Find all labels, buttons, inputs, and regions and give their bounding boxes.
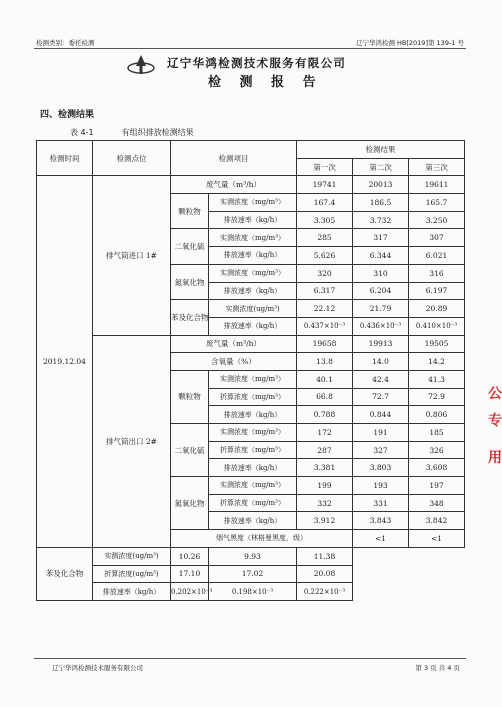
pollutant-label: 苯及化合物 [37,547,93,600]
table-cell: 6.344 [353,247,409,265]
table-cell: 172 [297,424,353,442]
table-cell: 14.0 [353,353,409,371]
table-cell: 191 [353,424,409,442]
table-cell: 11.38 [297,547,353,565]
table-caption-text: 有组织排放检测结果 [121,128,194,137]
table-cell: 6.021 [409,247,465,265]
table-cell: 3.803 [353,459,409,477]
item-label: 排放速率（kg/h） [209,459,297,477]
table-number: 表 4-1 [70,128,94,137]
table-cell: 287 [297,441,353,459]
table-cell: 186.5 [353,194,409,212]
test-date: 2019.12.04 [37,176,93,547]
item-label: 排放速率（kg/h） [209,211,297,229]
table-cell: 0.437×10⁻³ [297,317,353,335]
pollutant-label: 二氧化硫 [171,424,209,477]
item-label: 实测浓度（mg/m³） [209,229,297,247]
table-cell: 22.12 [297,300,353,318]
item-label: 排放速率（kg/h） [209,512,297,530]
table-cell: 19505 [409,335,465,353]
table-cell: 17.02 [209,565,297,583]
table-cell: 17.10 [171,565,209,583]
table-cell: 6.197 [409,282,465,300]
table-cell: 165.7 [409,194,465,212]
item-label: 废气量（m³/h） [171,335,297,353]
item-label: 实测浓度（mg/m³） [209,477,297,495]
header-point: 检测点位 [93,141,171,176]
table-cell: 19741 [297,176,353,194]
table-cell: 5.626 [297,247,353,265]
table-cell: 14.2 [409,353,465,371]
table-caption [70,127,194,138]
report-number: 辽宁华鸿检测 HB[2019]第 139-1 号 [355,39,464,47]
table-cell: 0.222×10⁻³ [297,583,353,601]
table-cell: 197 [409,477,465,495]
table-cell: 3.732 [353,211,409,229]
table-cell: 348 [409,494,465,512]
seal-stamp-char: 用 [488,450,502,466]
table-cell: 193 [353,477,409,495]
footer-divider [34,658,466,659]
seal-stamp-char: 公 [488,386,502,402]
item-label: 实测浓度(ug/m³) [209,300,297,318]
report-title: 检 测 报 告 [208,75,323,90]
pollutant-label: 二氧化硫 [171,229,209,264]
table-cell: 19913 [353,335,409,353]
table-cell: 3.305 [297,211,353,229]
table-cell: 317 [353,229,409,247]
report-category: 检测类别：委托检测 [36,39,95,47]
header-run-3: 第三次 [409,158,465,176]
item-label: 折算浓度（mg/m³） [209,388,297,406]
pollutant-label: 苯及化合物 [171,300,209,335]
header-run-2: 第二次 [353,158,409,176]
point-outlet-2: 排气筒出口 2# [93,335,171,547]
table-cell: 316 [409,264,465,282]
footer-company: 辽宁华鸿检测技术服务有限公司 [52,664,143,672]
pollutant-label: 颗粒物 [171,194,209,229]
item-label: 排放速率（kg/h） [209,406,297,424]
item-label: 实测浓度（mg/m³） [209,370,297,388]
table-cell: 19611 [409,176,465,194]
table-cell: 20013 [353,176,409,194]
table-cell: 320 [297,264,353,282]
table-cell: 6.204 [353,282,409,300]
table-cell: 3.912 [297,512,353,530]
table-cell: 6.317 [297,282,353,300]
item-label: 实测浓度（mg/m³） [209,194,297,212]
table-cell: 0.198×10⁻³ [209,583,297,601]
table-cell: 326 [409,441,465,459]
table-cell: 13.8 [297,353,353,371]
item-label: 排放速率（kg/h） [209,282,297,300]
table-cell: 327 [353,441,409,459]
header-divider [34,48,466,49]
table-cell: 42.4 [353,370,409,388]
table-cell: 72.7 [353,388,409,406]
table-cell: 0.202×10⁻³ [171,583,209,601]
table-cell: 10.26 [171,547,209,565]
item-label: 折算浓度(ug/m³) [93,565,171,583]
item-label: 实测浓度（mg/m³） [209,424,297,442]
company-logo [126,54,156,76]
table-cell: 20.89 [409,300,465,318]
item-label: 排放速率（kg/h） [209,317,297,335]
table-cell: 331 [353,494,409,512]
pollutant-label: 氮氧化物 [171,477,209,530]
table-cell: 72.9 [409,388,465,406]
table-cell: 21.79 [353,300,409,318]
point-inlet-1: 排气筒进口 1# [93,176,171,335]
seal-stamp-char: 专 [488,413,502,429]
item-label: 实测浓度(ug/m³) [93,547,171,565]
item-label: 废气量（m³/h） [171,176,297,194]
table-cell: 185 [409,424,465,442]
pollutant-label: 氮氧化物 [171,264,209,299]
table-cell: 0.844 [353,406,409,424]
table-cell: 0.806 [409,406,465,424]
header-results: 检测结果 [297,141,465,159]
item-label: 实测浓度（mg/m³） [209,264,297,282]
table-cell: 40.1 [297,370,353,388]
table-cell: 0.410×10⁻³ [409,317,465,335]
item-label: 含氧量（%） [171,353,297,371]
table-cell: 9.93 [209,547,297,565]
table-cell: 3.608 [409,459,465,477]
page-number: 第 3 页 共 4 页 [415,664,460,672]
emission-results-table [36,140,465,601]
table-cell: 19658 [297,335,353,353]
header-time: 检测时间 [37,141,93,176]
table-cell: 0.788 [297,406,353,424]
table-cell: 332 [297,494,353,512]
header-item: 检测项目 [171,141,297,176]
table-cell: 285 [297,229,353,247]
item-label: 排放速率（kg/h） [209,247,297,265]
table-cell: <1 [353,530,409,548]
table-cell: 20.08 [297,565,353,583]
table-cell: 167.4 [297,194,353,212]
table-cell: 66.8 [297,388,353,406]
pollutant-label: 颗粒物 [171,370,209,423]
table-cell: 310 [353,264,409,282]
table-cell: 3.843 [353,512,409,530]
table-cell: 0.436×10⁻³ [353,317,409,335]
item-label: 排放速率（kg/h） [93,583,171,601]
header-run-1: 第一次 [297,158,353,176]
section-title: 四、检测结果 [40,110,95,120]
table-cell: 307 [409,229,465,247]
item-label: 折算浓度（mg/m³） [209,494,297,512]
item-label: 烟气黑度（林格曼黑度，级） [171,530,353,548]
company-name: 辽宁华鸿检测技术服务有限公司 [167,56,347,70]
table-cell: 3.381 [297,459,353,477]
table-cell: <1 [409,530,465,548]
table-cell: 3.250 [409,211,465,229]
item-label: 折算浓度（mg/m³） [209,441,297,459]
table-cell: 199 [297,477,353,495]
table-cell: 3.842 [409,512,465,530]
table-cell: 41.3 [409,370,465,388]
